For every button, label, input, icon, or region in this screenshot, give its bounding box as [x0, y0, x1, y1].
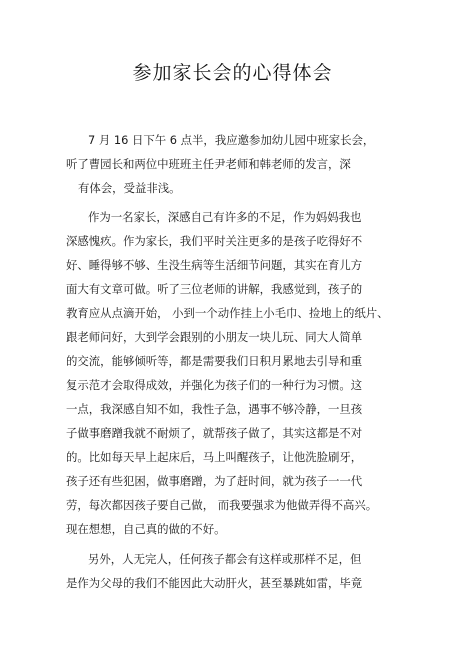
- body-line: 好、睡得够不够、生没生病等生活细节问题，其实在育儿方: [66, 258, 363, 272]
- body-line: 子做事磨蹭我就不耐烦了，就帮孩子做了，其实这都是不对: [66, 426, 363, 440]
- document-title: 参加家长会的心得体会: [132, 62, 333, 84]
- body-line: 现在想想，自己真的做的不好。: [66, 522, 226, 536]
- body-line: 的交流，能够倾听等，都是需要我们日积月累地去引导和重: [66, 354, 363, 368]
- body-line: 另外，人无完人，任何孩子都会有这样或那样不足，但: [88, 552, 362, 566]
- body-line: 深感愧疚。作为家长，我们平时关注更多的是孩子吃得好不: [66, 234, 363, 248]
- body-line: 7 月 16 日下午 6 点半，我应邀参加幼儿园中班家长会，: [88, 133, 375, 147]
- body-line: 有体会，受益非浅。: [78, 181, 181, 195]
- body-line: 听了曹园长和两位中班班主任尹老师和韩老师的发言，深: [66, 157, 351, 171]
- body-line: 一点，我深感自知不如，我性子急，遇事不够冷静，一旦孩: [66, 402, 363, 416]
- body-line: 面大有文章可做。听了三位老师的讲解，我感觉到，孩子的: [66, 282, 363, 296]
- body-line: 劳，每次都因孩子要自己做， 而我要强求为他做弄得不高兴。: [66, 498, 378, 512]
- body-line: 教育应从点滴开始， 小到一个动作挂上小毛巾、捡地上的纸片、: [66, 306, 389, 320]
- body-line: 复示范才会取得成效，并强化为孩子们的一种行为习惯。这: [66, 378, 363, 392]
- body-line: 孩子还有些犯困，做事磨蹭，为了赶时间，就为孩子一一代: [66, 474, 363, 488]
- body-line: 跟老师问好，大到学会跟别的小朋友一块儿玩、同大人简单: [66, 330, 363, 344]
- body-line: 作为一名家长，深感自己有许多的不足，作为妈妈我也: [88, 210, 362, 224]
- body-line: 是作为父母的我们不能因此大动肝火，甚至暴跳如雷，毕竟: [66, 576, 363, 590]
- body-line: 的。比如每天早上起床后，马上叫醒孩子，让他洗脸刷牙，: [66, 450, 363, 464]
